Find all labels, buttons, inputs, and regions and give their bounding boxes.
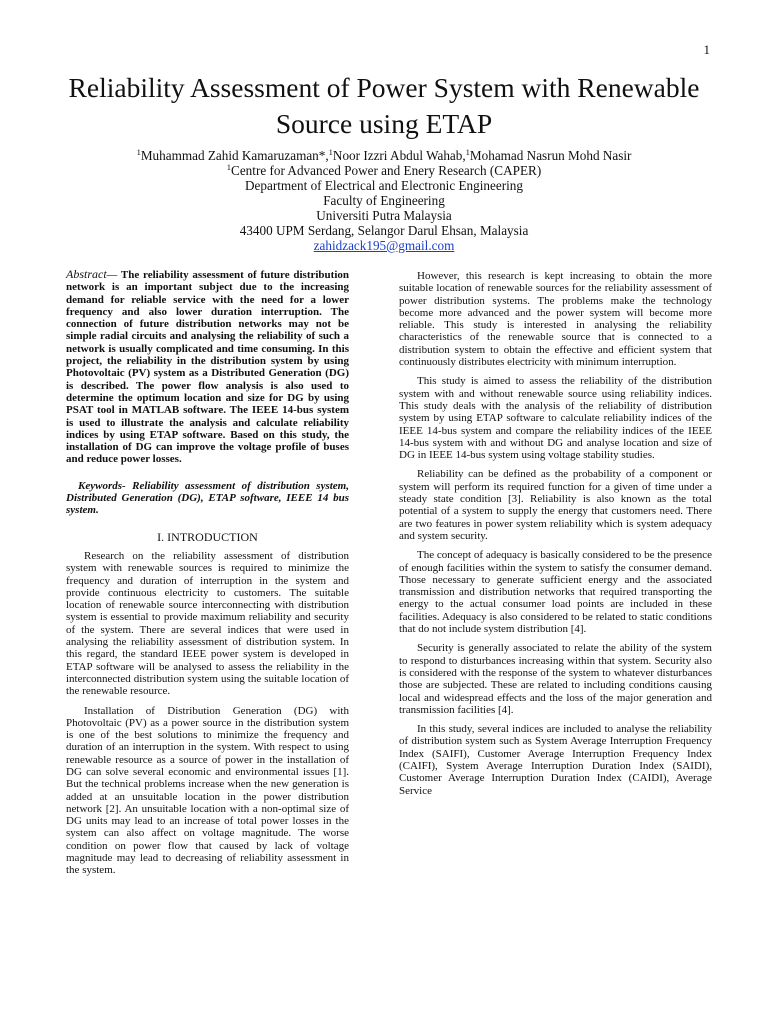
left-column	[66, 268, 349, 884]
university: Universiti Putra Malaysia	[316, 208, 452, 223]
abstract	[66, 268, 349, 466]
right-paragraph: The concept of adequacy is basically considered to be the presence of enough facilities within the system to satisfy the consumer demand. Those necessary to generate sufficient energy and the associated transmission and distribution networks that required transporting the energy to the actual consumer load points are included in these facilities. Adequacy is also considered to be related to static conditions that do not include system distribution [4].	[399, 549, 712, 636]
right-paragraph: In this study, several indices are included to analyse the reliability of distribution system such as System Average Interruption Frequency Index (SAIFI), Customer Average Interruption Frequency Index (CAIFI), System Average Interruption Duration Index (SAIDI), Customer Average Interruption Duration Index (CAIDI), Average Service	[399, 723, 712, 797]
affiliation-sup: 1	[226, 162, 232, 172]
address: 43400 UPM Serdang, Selangor Darul Ehsan, Malaysia	[239, 223, 529, 238]
right-paragraph: However, this research is kept increasing to obtain the more suitable location of renewable sources for the reliability assessment of power distribution systems. The problems make the technology become more advanced and the power system will become more reliable. This study is interested in analysing the reliability characteristics of the renewable source that is connected to a distribution system to obtain the effective and efficient system that continuously distributes electricity with minimum interruption.	[399, 270, 712, 369]
page-number: 1	[703, 42, 710, 57]
section-heading-introduction: I. INTRODUCTION	[157, 529, 258, 544]
abstract-text: The reliability assessment of future distribution network is an important subject due to the increasing demand for reliable service with the need for a lower frequency and also lower duration interruption. The connection of future distribution networks may not be simple radial circuits and analysing the reliability of such a network is usually complicated and time consuming. In this project, the reliability in the distribution system by using Photovoltaic (PV) system as a Distributed Generation (DG) is described. The power flow analysis is also used to determine the optimum location and size for DG by using PSAT tool in MATLAB software. The IEEE 14-bus system is used to illustrate the analysis and calculate reliability indices by using ETAP software. Based on this study, the installation of DG can improve the voltage profile of buses and reduce power losses.	[66, 269, 349, 466]
email-link[interactable]: zahidzack195@gmail.com	[313, 238, 455, 253]
author-1-name: Muhammad Zahid Kamaruzaman*,	[140, 148, 329, 163]
left-paragraph: Installation of Distribution Generation (DG) with Photovoltaic (PV) as a power source in the distribution system is one of the best solutions to minimize the frequency and duration of an interruption in the system. With respect to using renewable resource as a source of power in the installation of DG can solve several economic and environmental issues [1]. But the technical problems increase when the new generation is added at an unsuitable location in the power distribution network [2]. An unsuitable location with a non-optimal size of DG units may lead to an increase of total power losses in the system can also affect on voltage magnitude. The worse condition on power flow that caused by lack of voltage magnitude may lead to decreasing of reliability assessment in the system.	[66, 704, 349, 877]
faculty: Faculty of Engineering	[323, 193, 445, 208]
paper-title: Reliability Assessment of Power System with Renewable Source using ETAP	[68, 72, 700, 139]
author-2-name: Noor Izzri Abdul Wahab,	[332, 148, 466, 163]
affiliation	[40, 163, 728, 178]
left-paragraph: Research on the reliability assessment of distribution system with renewable sources is required to minimize the frequency and duration of interruption in the system and provide continuous electricity to customers. The suitable location of renewable source interconnecting with distribution system is essential to provide maximum reliability and security of the system. There are several indices that were used in analysing the reliability assessment of distribution system. In this regard, the standard IEEE power system is developed in ETAP software will be analysed to assess the reliability in the interconnected distribution system using the suitable location of the renewable resource.	[66, 549, 349, 698]
right-paragraph: Security is generally associated to relate the ability of the system to respond to disturbances increasing within that system. Security also is considered with the response of the system to whatever disturbances those are subjected. These are related to including conditions causing local and widespread effects and the loss of the major generation and transmission facilities [4].	[399, 642, 712, 716]
author-3-sup: 1	[465, 147, 470, 157]
abstract-label: Abstract—	[66, 267, 118, 281]
author-block	[40, 148, 728, 253]
affiliation-text: Centre for Advanced Power and Enery Research (CAPER)	[231, 163, 542, 178]
author-3-name: Mohamad Nasrun Mohd Nasir	[469, 148, 632, 163]
author-names	[40, 148, 728, 163]
right-paragraph: This study is aimed to assess the reliability of the distribution system with and without renewable source using reliability indices. This study deals with the analysis of the reliability of distribution system by using ETAP software to calculate reliability indices of the IEEE 14-bus system and compare the reliability indices of the IEEE 14-bus system with and without DG and analyse location and size of DG in IEEE 14-bus system using voltage stability studies.	[399, 375, 712, 462]
right-paragraph: Reliability can be defined as the probability of a component or system will perform its required function for a given of time under a steady state condition [3]. Reliability is also known as the total potential of a system to supply the energy that customers need. There are two features in power system reliability which is system adequacy and system security.	[399, 468, 712, 542]
keywords: Keywords- Reliability assessment of distribution system, Distributed Generation (DG), ETAP software, IEEE 14 bus system.	[66, 479, 349, 517]
author-2-sup: 1	[328, 147, 333, 157]
author-1-sup: 1	[136, 147, 141, 157]
department: Department of Electrical and Electronic Engineering	[245, 178, 523, 193]
right-column	[399, 270, 712, 804]
